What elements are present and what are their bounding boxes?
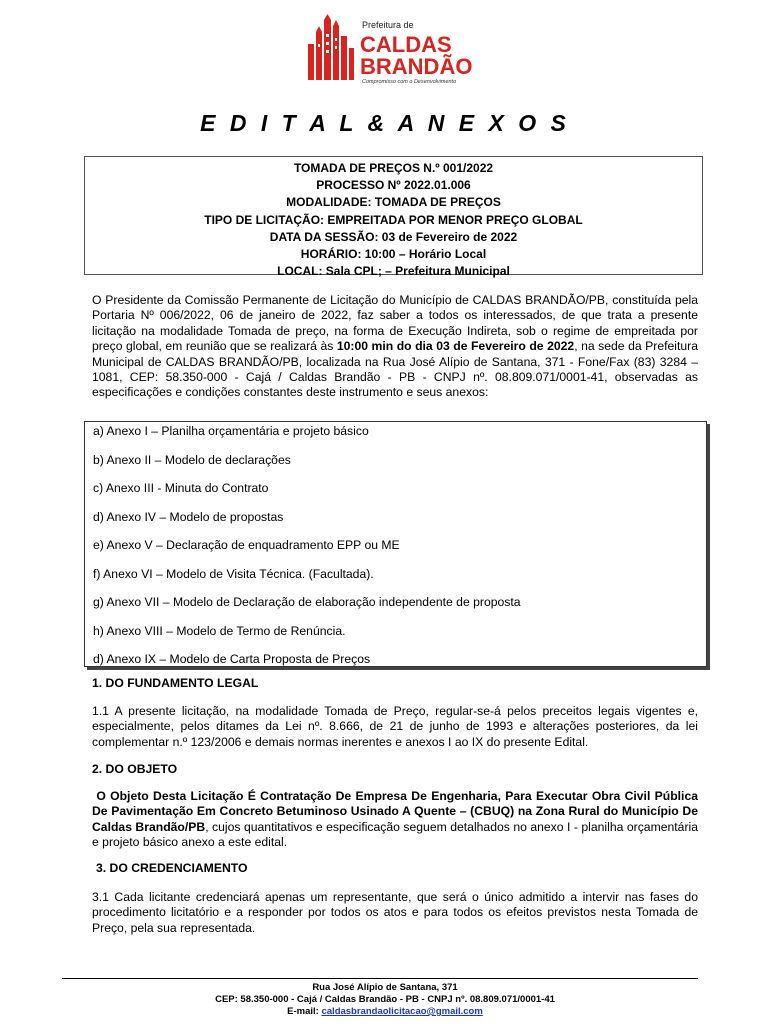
annex-item: e) Anexo V – Declaração de enquadramento EPP ou ME <box>93 538 400 552</box>
logo-slogan: Compromisso com o Desenvolvimento <box>362 79 457 85</box>
intro-text-part2: , na sede da Prefeitura Municipal de CALDAS BRANDÃO/PB, localizada na Rua José Alípio de Santana, 371 - Fone/Fax (83) 3284 – 1081, CEP: 58.350-000 - Cajá / Caldas Brandão - PB - CNPJ nº. 08.809.071/0001-41, observadas as especificações e condições constantes deste instrumento e seus anexos: <box>92 339 698 400</box>
bid-type: TIPO DE LICITAÇÃO: EMPREITADA POR MENOR PREÇO GLOBAL <box>204 212 583 227</box>
footer-divider <box>62 978 698 979</box>
logo-graphic <box>304 14 472 86</box>
logo-line2: BRANDÃO <box>360 54 472 79</box>
logo-prefix: Prefeitura de <box>362 20 414 30</box>
footer-email-line <box>0 1006 770 1018</box>
logo-buildings-icon <box>308 14 354 80</box>
annex-item: f) Anexo VI – Modelo de Visita Técnica. (Facultada). <box>93 567 374 581</box>
annex-item: g) Anexo VII – Modelo de Declaração de elaboração independente de proposta <box>93 595 521 609</box>
municipality-logo <box>304 14 472 86</box>
section-2-title: 2. DO OBJETO <box>92 762 178 776</box>
footer-email-link[interactable]: caldasbrandaolicitacao@gmail.com <box>321 1006 483 1017</box>
footer-cep-cnpj: CEP: 58.350-000 - Cajá / Caldas Brandão - PB - CNPJ nº. 08.809.071/0001-41 <box>215 994 555 1005</box>
object-description-rest: , cujos quantitativos e especificação seguem detalhados no anexo I - planilha orçamentária e projeto básico anexo a este edital. <box>92 819 698 850</box>
annex-item: d) Anexo IX – Modelo de Carta Proposta de Preços <box>93 652 371 666</box>
section-1-paragraph: 1.1 A presente licitação, na modalidade Tomada de Preço, regular-se-á pelos preceitos legais vigentes e, especialmente, pelos ditames da Lei nº. 8.666, de 21 de junho de 1993 e alterações posteriores, da lei complementar n.º 123/2006 e demais normas inerentes e anexos I ao IX do presente Edital. <box>92 704 698 749</box>
annex-item: d) Anexo IV – Modelo de propostas <box>93 510 284 524</box>
section-2-paragraph <box>92 789 698 851</box>
process-number: PROCESSO Nº 2022.01.006 <box>316 178 471 193</box>
section-3-paragraph: 3.1 Cada licitante credenciará apenas um representante, que será o único admitido a intervir nas fases do procedimento licitatório e a responder por todos os atos e para todos os efeitos previstos nesta Tomada de Preço, pela sua representada. <box>92 890 698 935</box>
session-time: HORÁRIO: 10:00 – Horário Local <box>300 247 487 262</box>
annex-list-box <box>84 421 707 667</box>
tender-info-box <box>84 156 703 279</box>
footer-address: Rua José Alípio de Santana, 371 <box>312 982 458 993</box>
session-date: DATA DA SESSÃO: 03 de Fevereiro de 2022 <box>269 229 518 244</box>
annex-item: b) Anexo II – Modelo de declarações <box>93 453 291 467</box>
tender-number: TOMADA DE PREÇOS N.º 001/2022 <box>293 161 494 175</box>
annex-item: h) Anexo VIII – Modelo de Termo de Renúncia. <box>93 624 346 638</box>
footer-email-label: E-mail: <box>287 1006 322 1017</box>
intro-session-time-bold: 10:00 min do dia 03 de Fevereiro de 2022 <box>336 339 575 354</box>
document-title: E D I T A L & A N E X O S <box>200 110 570 136</box>
annex-item: c) Anexo III - Minuta do Contrato <box>93 481 269 495</box>
section-3-title: 3. DO CREDENCIAMENTO <box>96 861 248 875</box>
session-location: LOCAL: Sala CPL; – Prefeitura Municipal <box>277 264 510 279</box>
logo-line1: CALDAS <box>360 32 452 57</box>
section-1-title: 1. DO FUNDAMENTO LEGAL <box>92 676 259 690</box>
object-description-bold: O Objeto Desta Licitação É Contratação De Empresa De Engenharia, Para Executar Obra Civil Pública De Pavimentação Em Concreto Betuminoso Usinado A Quente – (CBUQ) na Zona Rural do Município De Caldas Brandão/PB <box>92 789 698 834</box>
intro-text-part1: O Presidente da Comissão Permanente de Licitação do Município de CALDAS BRANDÃO/PB, constituída pela Portaria Nº 006/2022, 06 de janeiro de 2022, faz saber a todos os interessados, de que trata a presente licitação na modalidade Tomada de preço, na forma de Execução Indireta, sob o regime de empreitada por preço global, em reunião que se realizará às <box>92 293 698 354</box>
annex-item: a) Anexo I – Planilha orçamentária e projeto básico <box>93 424 369 438</box>
modality: MODALIDADE: TOMADA DE PREÇOS <box>286 195 501 210</box>
intro-paragraph <box>92 293 698 401</box>
